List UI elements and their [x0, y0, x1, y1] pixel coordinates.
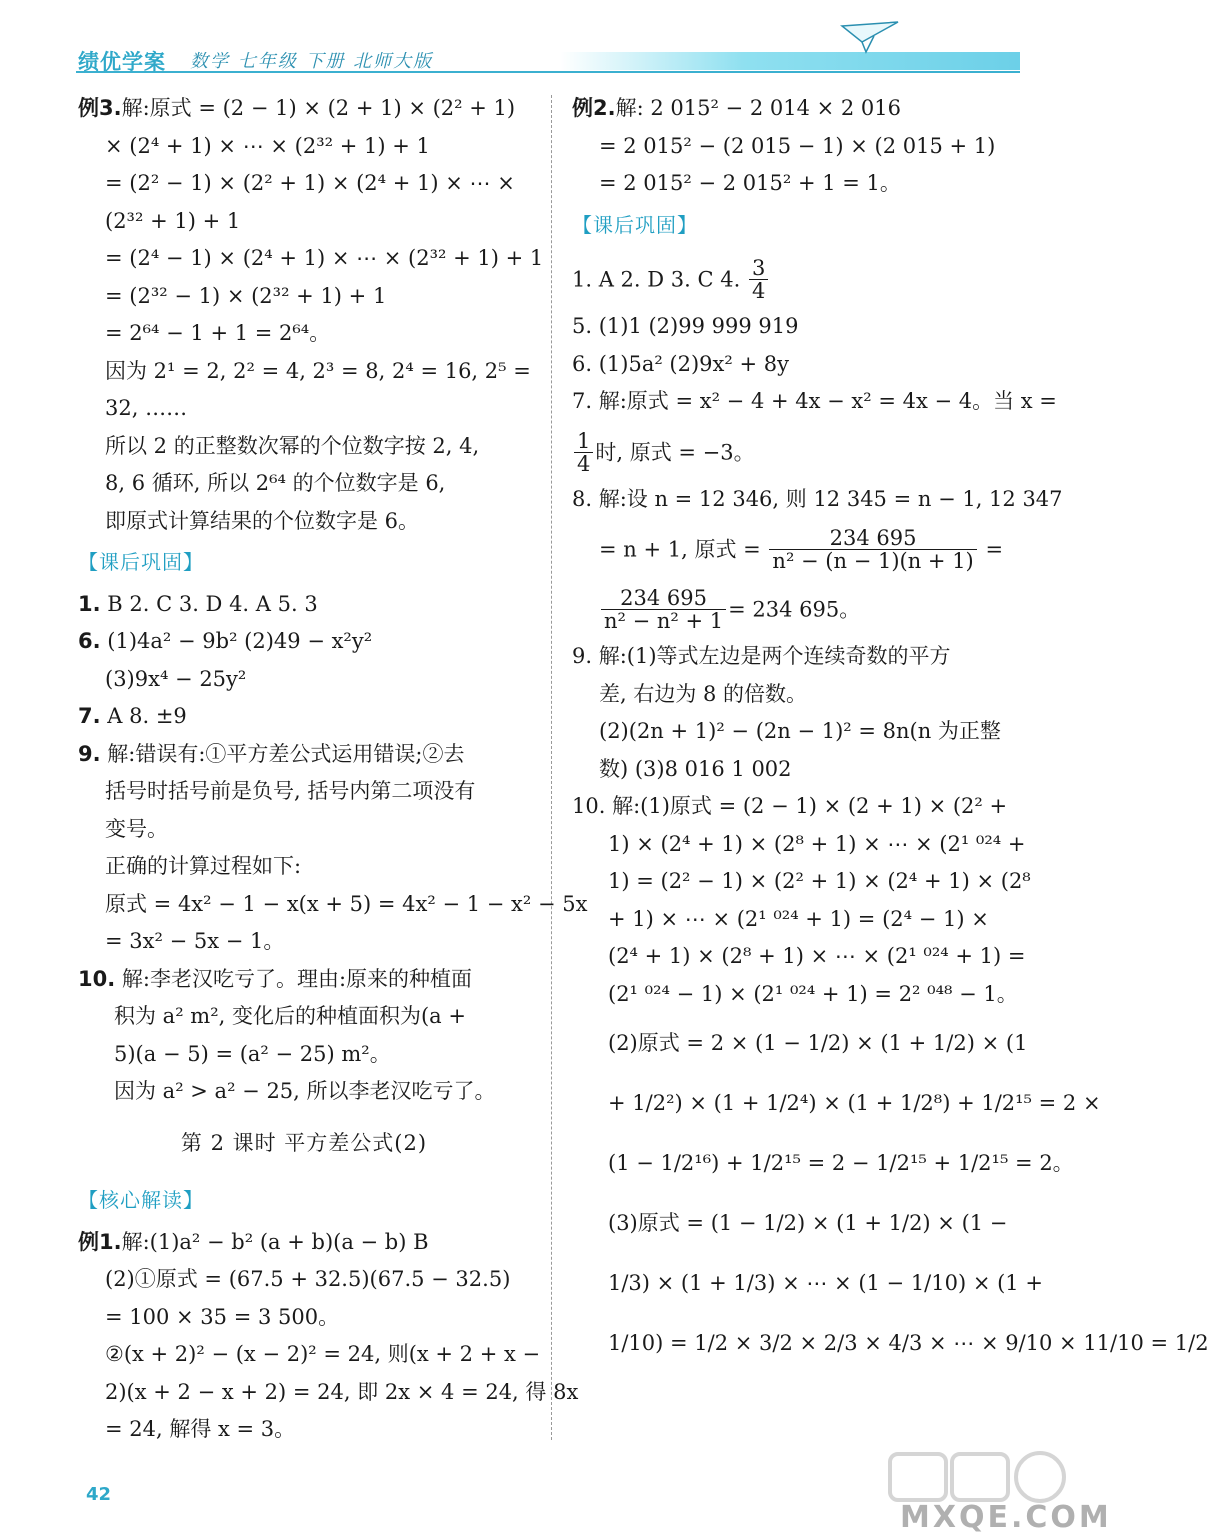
answer-8-cont	[572, 518, 1024, 578]
fraction	[769, 527, 976, 572]
answer-9-line: 9. 解:(1)等式左边是两个连续奇数的平方	[572, 644, 951, 668]
text-line: 8, 6 循环, 所以 2⁶⁴ 的个位数字是 6,	[105, 471, 446, 495]
section-heading: 【核心解读】	[78, 1188, 204, 1212]
answer-10-line: 1) × (2⁴ + 1) × (2⁸ + 1) × ⋯ × (2¹ ⁰²⁴ +	[608, 831, 1026, 856]
text-line: = 2 015² − 2 015² + 1 = 1。	[599, 171, 901, 195]
answer-number: 7.	[78, 704, 101, 728]
answer-10-line: 10. 解:(1)原式 = (2 − 1) × (2 + 1) × (2² +	[572, 794, 1008, 818]
answer-text: 积为 a² m², 变化后的种植面积为(a +	[114, 1004, 466, 1028]
answer-text: 正确的计算过程如下:	[105, 854, 302, 878]
answer-text: (3)9x⁴ − 25y²	[105, 666, 247, 691]
answer-text: 时, 原式 = −3。	[595, 440, 755, 464]
answer-8-end	[572, 578, 1024, 638]
fraction-numerator: 234 695	[601, 587, 726, 610]
answer-text: = 3x² − 5x − 1。	[105, 929, 285, 953]
answer-text: B 2. C 3. D 4. A 5. 3	[107, 591, 318, 616]
answer-8-line: 8. 解:设 n = 12 346, 则 12 345 = n − 1, 12 347	[572, 486, 1063, 511]
answer-text: 5)(a − 5) = (a² − 25) m²。	[114, 1041, 391, 1066]
text-line: ②(x + 2)² − (x − 2)² = 24, 则(x + 2 + x −	[105, 1342, 541, 1366]
answer-number: 6.	[78, 629, 101, 653]
text-line: 解: 2 015² − 2 014 × 2 016	[615, 96, 902, 120]
answer-5: 5. (1)1 (2)99 999 919	[572, 314, 799, 338]
right-column	[572, 90, 1209, 1373]
text-line: × (2⁴ + 1) × ⋯ × (2³² + 1) + 1	[105, 133, 430, 158]
fraction	[601, 587, 726, 632]
answer-number: 10.	[78, 966, 116, 991]
equals-sign: =	[985, 537, 1004, 562]
page-header	[0, 0, 1078, 80]
section-heading: 【课后巩固】	[572, 212, 698, 237]
text-line: 所以 2 的正整数次幂的个位数字按 2, 4,	[105, 433, 480, 458]
answer-9-line: 差, 右边为 8 的倍数。	[599, 681, 808, 706]
fraction-denominator: n² − (n − 1)(n + 1)	[772, 549, 974, 573]
answer-9-line: (2)(2n + 1)² − (2n − 1)² = 8n(n 为正整	[599, 719, 1001, 743]
fraction-numerator: 1	[574, 430, 593, 453]
text-line: = (2² − 1) × (2² + 1) × (2⁴ + 1) × ⋯ ×	[105, 171, 515, 195]
paper-plane-icon	[840, 18, 900, 58]
answer-list	[78, 586, 588, 1111]
answer-text: 变号。	[105, 816, 168, 841]
fraction-denominator: 4	[751, 279, 766, 303]
example-1	[78, 1224, 579, 1449]
answer-10-3-line: 1/10) = 1/2 × 3/2 × 2/3 × 4/3 × ⋯ × 9/10 × 11/10 = 1/2	[608, 1331, 1209, 1355]
section-heading: 【课后巩固】	[78, 550, 204, 574]
fraction-denominator: n² − n² + 1	[604, 609, 724, 633]
answer-6: 6. (1)5a² (2)9x² + 8y	[572, 351, 789, 376]
text-line: 解:原式 = (2 − 1) × (2 + 1) × (2² + 1)	[121, 96, 516, 120]
answer-number: 1.	[78, 591, 101, 616]
text-line: 解:(1)a² − b² (a + b)(a − b) B	[121, 1229, 429, 1254]
column-divider	[551, 95, 552, 1440]
answers-1-4	[572, 248, 1024, 308]
left-column	[78, 90, 588, 1449]
answer-10-line: (2¹ ⁰²⁴ − 1) × (2¹ ⁰²⁴ + 1) = 2² ⁰⁴⁸ − 1。	[608, 981, 1018, 1006]
answer-text: 解:错误有:①平方差公式运用错误;②去	[107, 741, 465, 766]
text-line: = (2³² − 1) × (2³² + 1) + 1	[105, 283, 387, 308]
example-label: 例3.	[78, 96, 122, 120]
answer-text: = n + 1, 原式 =	[599, 537, 761, 562]
answer-text: 原式 = 4x² − 1 − x(x + 5) = 4x² − 1 − x² − 5x	[105, 891, 588, 916]
answer-7-cont	[572, 421, 1024, 481]
answer-10-line: 1) = (2² − 1) × (2² + 1) × (2⁴ + 1) × (2⁸	[608, 869, 1031, 893]
text-line: = 2 015² − (2 015 − 1) × (2 015 + 1)	[599, 133, 996, 158]
answer-10-3-line: 1/3) × (1 + 1/3) × ⋯ × (1 − 1/10) × (1 +	[608, 1271, 1043, 1295]
fraction	[749, 257, 768, 302]
answer-10-2-line: (1 − 1/2¹⁶) + 1/2¹⁵ = 2 − 1/2¹⁵ + 1/2¹⁵ = 2。	[608, 1151, 1074, 1175]
answer-text: 解:李老汉吃亏了。理由:原来的种植面	[121, 966, 473, 991]
fraction	[574, 430, 593, 475]
header-band	[560, 52, 1020, 70]
answer-9-line: 数) (3)8 016 1 002	[599, 756, 792, 781]
text-line: = 24, 解得 x = 3。	[105, 1417, 296, 1441]
fraction-numerator: 234 695	[769, 527, 976, 550]
text-line: = 2⁶⁴ − 1 + 1 = 2⁶⁴。	[105, 321, 331, 345]
example-label: 例1.	[78, 1229, 122, 1254]
answer-10-3-line: (3)原式 = (1 − 1/2) × (1 + 1/2) × (1 −	[608, 1211, 1008, 1235]
answer-10-line: + 1) × ⋯ × (2¹ ⁰²⁴ + 1) = (2⁴ − 1) ×	[608, 906, 989, 931]
book-subject: 数学 七年级 下册 北师大版	[190, 51, 434, 72]
answer-text: 因为 a² > a² − 25, 所以李老汉吃亏了。	[114, 1079, 496, 1103]
text-line: 32, ……	[105, 396, 188, 420]
text-line: (2³² + 1) + 1	[105, 208, 241, 233]
watermark-text: MXQE.COM	[900, 1500, 1112, 1535]
answer-10-2-line: (2)原式 = 2 × (1 − 1/2) × (1 + 1/2) × (1	[608, 1031, 1028, 1055]
answer-10-line: (2⁴ + 1) × (2⁸ + 1) × ⋯ × (2¹ ⁰²⁴ + 1) =	[608, 944, 1026, 968]
example-label: 例2.	[572, 96, 616, 120]
answer-text: 括号时括号前是负号, 括号内第二项没有	[105, 779, 476, 803]
fraction-numerator: 3	[749, 257, 768, 280]
answer-text: (1)4a² − 9b² (2)49 − x²y²	[107, 629, 373, 653]
answer-10-2-line: + 1/2²) × (1 + 1/2⁴) × (1 + 1/2⁸) + 1/2¹⁵ = 2 ×	[608, 1091, 1101, 1115]
example-3	[78, 90, 544, 540]
answer-7-line: 7. 解:原式 = x² − 4 + 4x − x² = 4x − 4。当 x =	[572, 389, 1057, 413]
answer-text: A 8. ±9	[107, 704, 187, 728]
page-number: 42	[86, 1484, 112, 1505]
brand-title: 绩优学案	[78, 50, 166, 74]
fraction-denominator: 4	[577, 451, 591, 476]
lesson-title: 第 2 课时 平方差公式(2)	[180, 1130, 428, 1155]
text-line: = (2⁴ − 1) × (2⁴ + 1) × ⋯ × (2³² + 1) + 1	[105, 246, 544, 270]
answer-number: 9.	[78, 741, 101, 766]
example-2	[572, 90, 1024, 203]
text-line: 即原式计算结果的个位数字是 6。	[105, 508, 420, 533]
text-line: 因为 2¹ = 2, 2² = 4, 2³ = 8, 2⁴ = 16, 2⁵ =	[105, 358, 531, 383]
answer-text: 1. A 2. D 3. C 4.	[572, 267, 741, 292]
text-line: = 100 × 35 = 3 500。	[105, 1304, 340, 1329]
text-line: 2)(x + 2 − x + 2) = 24, 即 2x × 4 = 24, 得 8x	[105, 1379, 579, 1404]
answer-text: = 234 695。	[728, 597, 861, 622]
text-line: (2)①原式 = (67.5 + 32.5)(67.5 − 32.5)	[105, 1267, 511, 1291]
